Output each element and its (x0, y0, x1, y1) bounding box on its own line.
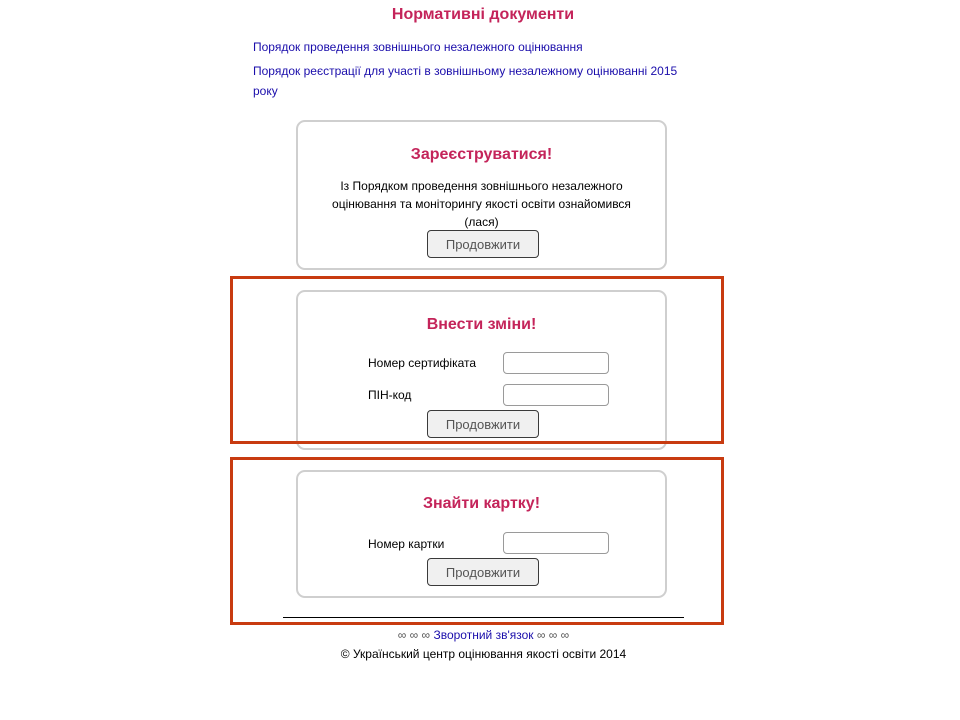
footer-divider (283, 617, 684, 618)
register-card-title: Зареєструватися! (410, 146, 553, 163)
find-card-title: Знайти картку! (422, 495, 541, 512)
pin-code-input[interactable] (503, 384, 609, 406)
register-continue-button[interactable]: Продовжити (427, 230, 539, 258)
doc-link-registration-procedure[interactable]: Порядок реєстрації для участі в зовнішньому незалежному оцінюванні 2015 року (253, 64, 678, 98)
register-card (296, 120, 667, 270)
edit-card (296, 290, 667, 450)
certificate-number-label: Номер сертифіката (368, 356, 477, 370)
footer-decor-left: ∞ ∞ ∞ (397, 628, 431, 642)
card-number-input[interactable] (503, 532, 609, 554)
feedback-link[interactable]: Зворотний зв'язок (433, 628, 534, 642)
pin-code-label: ПІН-код (368, 388, 412, 402)
footer-feedback-line (283, 627, 684, 643)
find-continue-button[interactable]: Продовжити (427, 558, 539, 586)
footer-decor-right: ∞ ∞ ∞ (536, 628, 570, 642)
doc-link-exam-procedure[interactable]: Порядок проведення зовнішнього незалежного оцінювання (253, 40, 583, 54)
register-card-text: Із Порядком проведення зовнішнього незалежного оцінювання та моніторингу якості освіти ознайомився (лася) (332, 179, 631, 229)
certificate-number-input[interactable] (503, 352, 609, 374)
edit-card-title: Внести зміни! (426, 316, 537, 333)
find-card (296, 470, 667, 598)
copyright-text: © Український центр оцінювання якості освіти 2014 (340, 647, 627, 661)
edit-continue-button[interactable]: Продовжити (427, 410, 539, 438)
card-number-label: Номер картки (368, 537, 445, 551)
page-title: Нормативні документи (391, 6, 575, 23)
